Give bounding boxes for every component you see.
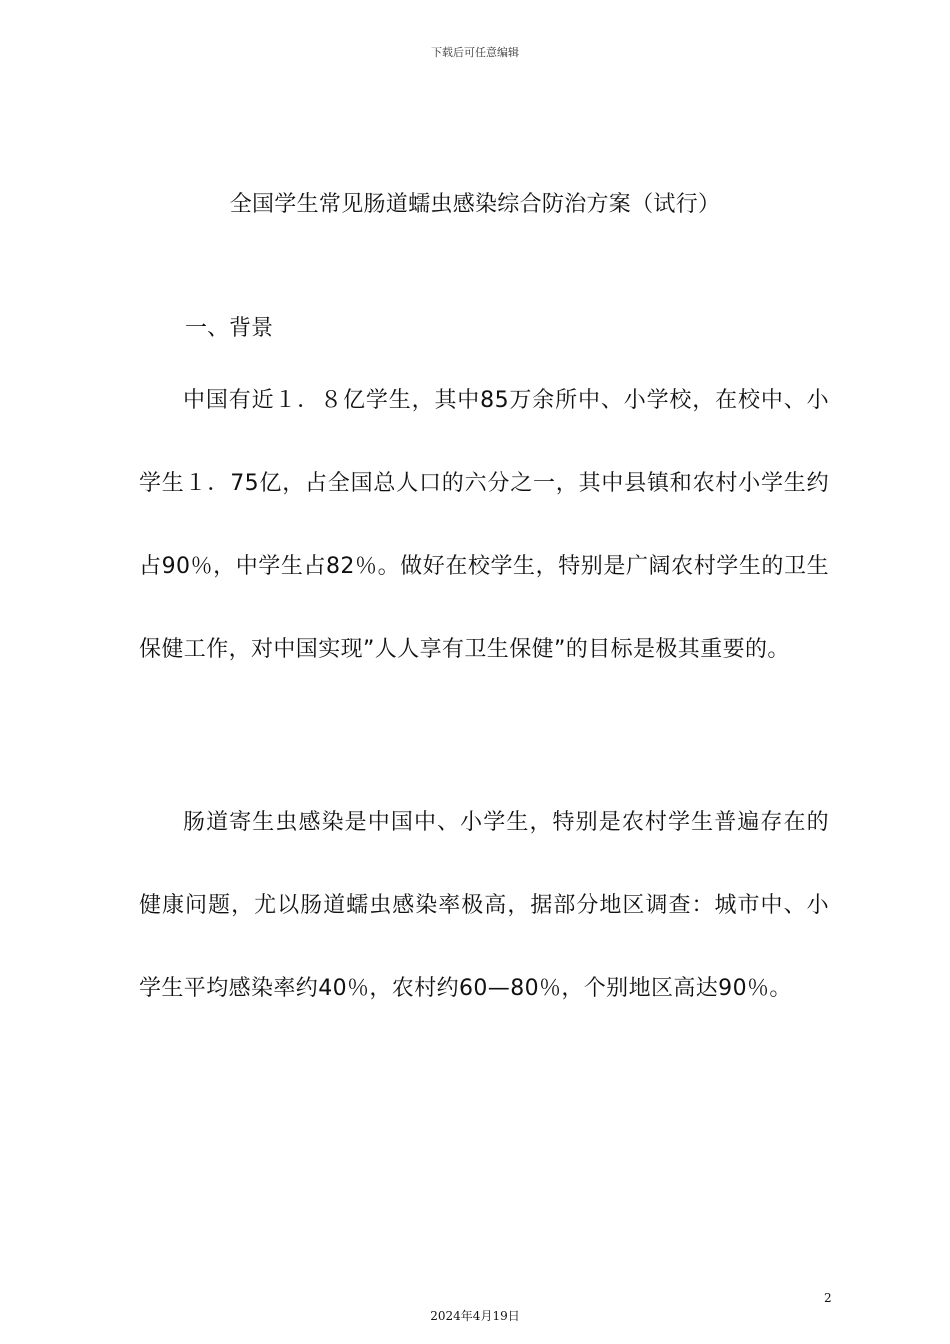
background-paragraph-1: 中国有近１．８亿学生，其中85万余所中、小学校，在校中、小学生１．75亿，占全国总人口的六分之一，其中县镇和农村小学生约占90％，中学生占82％。做好在校学生，特别是广阔农村学生的卫生保健工作，对中国实现”人人享有卫生保健”的目标是极其重要的。: [139, 388, 829, 662]
footer-date: 2024年4月19日: [430, 1309, 520, 1323]
section-heading: 一、背景: [185, 316, 274, 341]
background-paragraph-2: 肠道寄生虫感染是中国中、小学生，特别是农村学生普遍存在的健康问题，尤以肠道蠕虫感染率极高，据部分地区调查：城市中、小学生平均感染率约40％，农村约60—80％，个别地区高达90％。: [139, 810, 829, 1001]
page-number: 2: [824, 1291, 832, 1305]
document-title: 全国学生常见肠道蠕虫感染综合防治方案（试行）: [229, 192, 721, 217]
header-note: 下载后可任意编辑: [431, 46, 519, 59]
